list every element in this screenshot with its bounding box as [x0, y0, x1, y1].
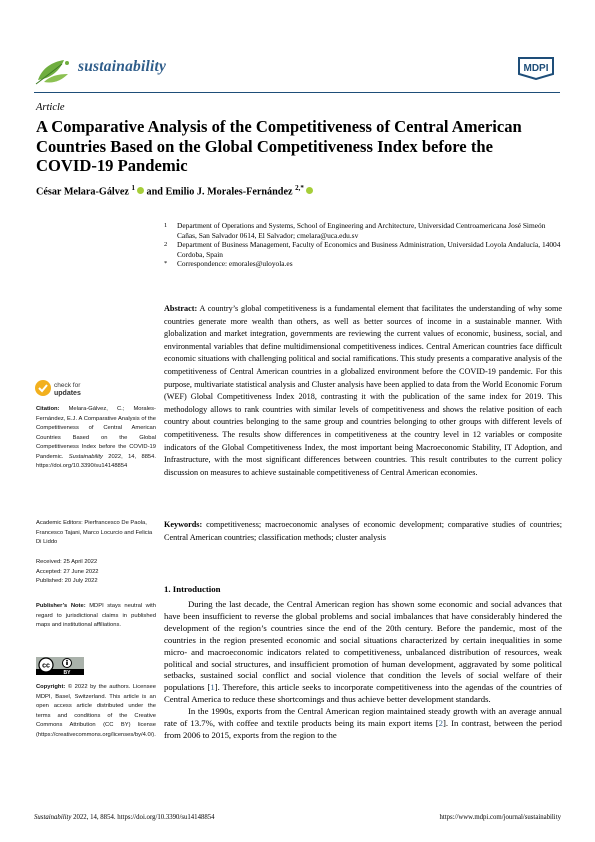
author-affiliation-mark: 1	[131, 184, 135, 192]
correspondence-text[interactable]: Correspondence: emorales@uloyola.es	[177, 259, 293, 269]
affiliation-text: Department of Business Management, Faculty of Economics and Business Administration, Universidad Loyola Andalucía, 14004 Cordoba, Spain	[177, 240, 561, 259]
keywords-text: competitiveness; macroeconomic analyses of economic development; comparative studies of countries; Central American countries; classification methods; cluster analysis	[164, 520, 562, 542]
publisher-note	[36, 602, 156, 631]
affiliations	[164, 221, 564, 269]
paragraph	[164, 599, 562, 706]
footer-doi[interactable]: 2022, 14, 8854. https://doi.org/10.3390/su14148854	[73, 814, 215, 821]
mdpi-logo-text: MDPI	[523, 63, 549, 74]
author-name[interactable]: Emilio J. Morales-Fernández	[165, 186, 293, 198]
journal-leaf-logo	[34, 54, 72, 86]
paragraph-text: During the last decade, the Central American region has shown some economic and social advances that have been insufficient to reverse the global problems and social imbalances that have considerably hindered the development of the region’s countries since the end of the 20th century. Before the pandemic, most of the countries in the region presented economic and social situations characterized by certain inequalities in some micro- and macroeconomic indicators related to competitiveness, unbalanced distribution of resources, weak political and social structures, and insufficient promotion of human development, aggravated by some political setbacks, sustained social conflict and social violence that condition the levels of social welfare of their populations [	[164, 599, 562, 693]
affiliation-mark: 1	[164, 222, 168, 229]
paragraph	[164, 706, 562, 742]
header-rule	[34, 92, 560, 93]
mdpi-logo	[515, 56, 557, 80]
orcid-icon[interactable]	[137, 187, 144, 194]
accepted-date: Accepted: 27 June 2022	[36, 568, 99, 575]
author-list	[36, 184, 556, 197]
abstract-text: A country’s global competitiveness is a fundamental element that facilitates the understanding of why some countries generate more wealth than others, as well as better sources of income in a sustainable manner. With globalization and market integration, governments are reviewing the current values of economic, business, social, and environmental variables that define multidimensional competitiveness indices. Central American countries face difficult economic situations with challenging political and social ramifications. This study presents a comparative analysis of the competitiveness of Central American countries in a globalized environment before the COVID-19 pandemic. For this purpose, multivariate statistical analysis and Cluster analysis have been applied to data from the World Economic Forum (WEF) Global Competitiveness Index 2018, contrasting it with the publication of the same index for 2019. This methodology allows to rank countries with similar levels of competitiveness and shows the relative position of each country about countries belonging to the same group and countries belonging to other groups with different levels of competitiveness. The results show differences in competitiveness at the country level in 12 variables or composite indicators of the Global Competitiveness Index, the most important being Macroeconomic Stability, IT Adoption, and Infrastructure, with the most significant differences between countries. This result contributes to the current policy discussion on measures to achieve sustainable competitiveness of Central American economies.	[164, 304, 562, 477]
copyright-text: © 2022 by the authors. Licensee MDPI, Basel, Switzerland. This article is an open access article distributed under the terms and conditions of the Creative Commons Attribution (CC BY) license (https://creativecommons.org/licenses/by/4.0/).	[36, 684, 156, 738]
author-name[interactable]: César Melara-Gálvez	[36, 186, 129, 198]
abstract-label: Abstract:	[164, 304, 198, 313]
citation-text: Melara-Gálvez, C.; Morales-Fernández, E.J. A Comparative Analysis of the Competitiveness of Central American Countries Based on the Global Competitiveness Index before the COVID-19 Pandemic.	[36, 406, 156, 460]
section-body	[164, 599, 562, 742]
publisher-note-label: Publisher’s Note:	[36, 603, 86, 609]
dates-block	[36, 558, 156, 587]
keywords	[164, 519, 562, 544]
paragraph-text: ]. In contrast, between the period from 2006 to 2015, exports from the region to the	[164, 718, 562, 740]
journal-name: sustainability	[78, 58, 167, 75]
reference-link[interactable]: 1	[210, 682, 215, 693]
citation-doi[interactable]: 2022, 14, 8854. https://doi.org/10.3390/su14148854	[36, 453, 156, 469]
by-text: BY	[63, 670, 71, 675]
keywords-label: Keywords:	[164, 520, 203, 529]
abstract	[164, 303, 562, 479]
section-heading: 1. Introduction	[164, 584, 221, 594]
published-date: Published: 20 July 2022	[36, 578, 98, 584]
check-for-updates-badge[interactable]	[34, 378, 94, 398]
publisher-note-text: MDPI stays neutral with regard to jurisdictional claims in published maps and institutional affiliations.	[36, 603, 156, 628]
article-type: Article	[36, 102, 65, 113]
footer-citation	[34, 814, 215, 821]
affiliation-item	[164, 240, 564, 259]
received-date: Received: 25 April 2022	[36, 559, 98, 565]
copyright-label: Copyright:	[36, 684, 66, 690]
citation-block	[36, 405, 156, 472]
author-conjunction: and	[146, 186, 163, 198]
author-affiliation-mark: 2,*	[295, 184, 304, 192]
reference-link[interactable]: 2	[438, 718, 443, 729]
affiliation-item	[164, 221, 564, 240]
affiliation-mark: *	[164, 260, 168, 268]
affiliation-item	[164, 259, 564, 269]
orcid-icon[interactable]	[306, 187, 313, 194]
cc-by-license-badge[interactable]	[36, 657, 84, 675]
affiliation-text: Department of Operations and Systems, School of Engineering and Architecture, Universidad Centroamericana José Simeón Cañas, San Salvador 0614, El Salvador; cmelara@uca.edu.sv	[177, 221, 546, 240]
check-for-text: check for	[54, 382, 81, 389]
footer-journal-url[interactable]: https://www.mdpi.com/journal/sustainability	[439, 814, 561, 821]
footer-journal: Sustainability	[34, 814, 72, 821]
citation-label: Citation:	[36, 406, 60, 412]
paragraph-text: In the 1990s, exports from the Central American region maintained steady growth with an average annual rate of 13.7%, with coffee and textile products being its main export items [	[164, 706, 562, 729]
affiliation-mark: 2	[164, 241, 168, 249]
academic-editors: Academic Editors: Pierfrancesco De Paola, Francesco Tajani, Marco Locurcio and Felicia Di Liddo	[36, 520, 153, 545]
updates-text: updates	[54, 390, 81, 397]
copyright-block	[36, 683, 156, 740]
cc-text: cc	[42, 662, 50, 670]
article-title: A Comparative Analysis of the Competitiveness of Central American Countries Based on the Global Competitiveness Index before the COVID-19 Pandemic	[36, 117, 522, 175]
person-icon	[66, 660, 68, 662]
paragraph-text: ]. Therefore, this article seeks to incorporate competitiveness into the agendas of the countries of Central America to reduce these shortcomings and thus achieve better development standards.	[164, 682, 562, 705]
citation-journal: Sustainability	[68, 453, 103, 460]
